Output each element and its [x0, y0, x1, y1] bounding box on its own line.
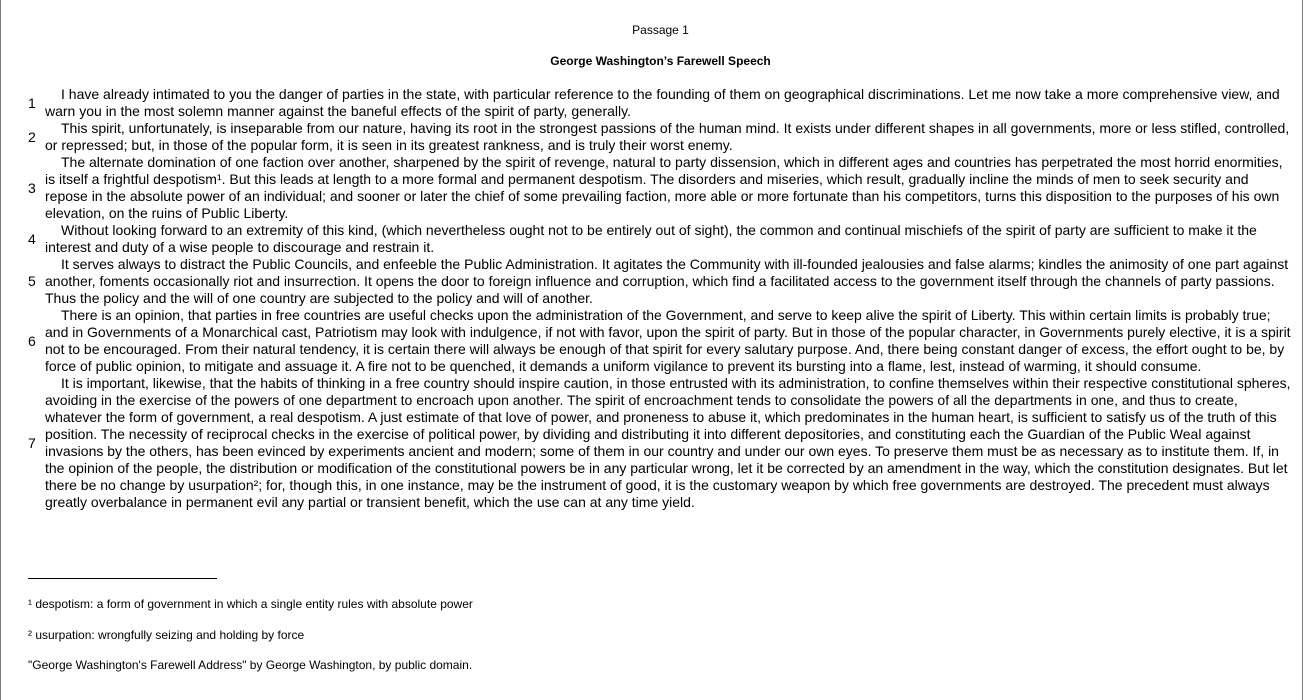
source-credit: "George Washington's Farewell Address" by George Washington, by public domain.: [28, 658, 473, 672]
paragraph-4: [1, 222, 1304, 256]
paragraph-number: 1: [28, 94, 36, 111]
paragraph-7: [1, 375, 1304, 511]
paragraph-text: It serves always to distract the Public Councils, and enfeeble the Public Administration. It agitates the Community with ill-founded jealousies and false alarms; kindles the animosity of one part against another, foments occasionally riot and insurrection. It opens the door to foreign influence and corruption, which find a facilitated access to the government itself through the channels of party passions. Thus the policy and the will of one country are subjected to the policy and will of another.: [45, 256, 1289, 306]
paragraph-number: 2: [28, 128, 36, 145]
footnote-usurpation: ² usurpation: wrongfully seizing and holding by force: [28, 628, 305, 642]
footnote-divider: [28, 578, 217, 579]
passage-label: Passage 1: [632, 23, 689, 37]
paragraph-3: [1, 154, 1304, 222]
footnote-despotism: ¹ despotism: a form of government in which a single entity rules with absolute power: [28, 597, 473, 611]
paragraph-5: [1, 256, 1304, 307]
paragraph-text: The alternate domination of one faction over another, sharpened by the spirit of revenge, natural to party dissension, which in different ages and countries has perpetrated the most horrid enormities, is itself a frightful despotism¹. But this leads at length to a more formal and permanent despotism. The disorders and miseries, which result, gradually incline the minds of men to seek security and repose in the absolute power of an individual; and sooner or later the chief of some prevailing faction, more able or more fortunate than his competitors, turns this disposition to the purposes of his own elevation, on the ruins of Public Liberty.: [45, 154, 1283, 221]
paragraph-text: Without looking forward to an extremity of this kind, (which nevertheless ought not to be entirely out of sight), the common and continual mischiefs of the spirit of party are sufficient to make it the interest and duty of a wise people to discourage and restrain it.: [45, 222, 1257, 255]
paragraph-2: [1, 120, 1304, 154]
passage-body: [1, 86, 1304, 511]
paragraph-text: It is important, likewise, that the habits of thinking in a free country should inspire caution, in those entrusted with its administration, to confine themselves within their respective constitutional spheres, avoiding in the exercise of the powers of one department to encroach upon another. The spirit of encroachment tends to consolidate the powers of all the departments in one, and thus to create, whatever the form of government, a real despotism. A just estimate of that love of power, and proneness to abuse it, which predominates in the human heart, is sufficient to satisfy us of the truth of this position. The necessity of reciprocal checks in the exercise of political power, by dividing and distributing it into different depositories, and constituting each the Guardian of the Public Weal against invasions by the others, has been evinced by experiments ancient and modern; some of them in our country and under our own eyes. To preserve them must be as necessary as to institute them. If, in the opinion of the people, the distribution or modification of the constitutional powers be in any particular wrong, let it be corrected by an amendment in the way, which the constitution designates. But let there be no change by usurpation²; for, though this, in one instance, may be the instrument of good, it is the customary weapon by which free governments are destroyed. The precedent must always greatly overbalance in permanent evil any partial or transient benefit, which the use can at any time yield.: [45, 375, 1291, 510]
paragraph-number: 3: [28, 179, 36, 196]
paragraph-number: 5: [28, 273, 36, 289]
paragraph-1: [1, 86, 1304, 120]
paragraph-number: 6: [28, 332, 36, 349]
paragraph-text: There is an opinion, that parties in free countries are useful checks upon the administration of the Government, and serve to keep alive the spirit of Liberty. This within certain limits is probably true; and in Governments of a Monarchical cast, Patriotism may look with indulgence, if not with favor, upon the spirit of party. But in those of the popular character, in Governments purely elective, it is a spirit not to be encouraged. From their natural tendency, it is certain there will always be enough of that spirit for every salutary purpose. And, there being constant danger of excess, the effort ought to be, by force of public opinion, to mitigate and assuage it. A fire not to be quenched, it demands a uniform vigilance to prevent its bursting into a flame, lest, instead of warming, it should consume.: [45, 307, 1291, 374]
passage-title: George Washington’s Farewell Speech: [550, 54, 771, 68]
paragraph-6: [1, 307, 1304, 375]
paragraph-number: 7: [28, 434, 36, 451]
paragraph-number: 4: [28, 230, 36, 247]
paragraph-text: I have already intimated to you the danger of parties in the state, with particular reference to the founding of them on geographical discriminations. Let me now take a more comprehensive view, and warn you in the most solemn manner against the baneful effects of the spirit of party, generally.: [45, 86, 1280, 119]
paragraph-text: This spirit, unfortunately, is inseparable from our nature, having its root in the strongest passions of the human mind. It exists under different shapes in all governments, more or less stifled, controlled, or repressed; but, in those of the popular form, it is seen in its greatest rankness, and is truly their worst enemy.: [45, 120, 1290, 153]
